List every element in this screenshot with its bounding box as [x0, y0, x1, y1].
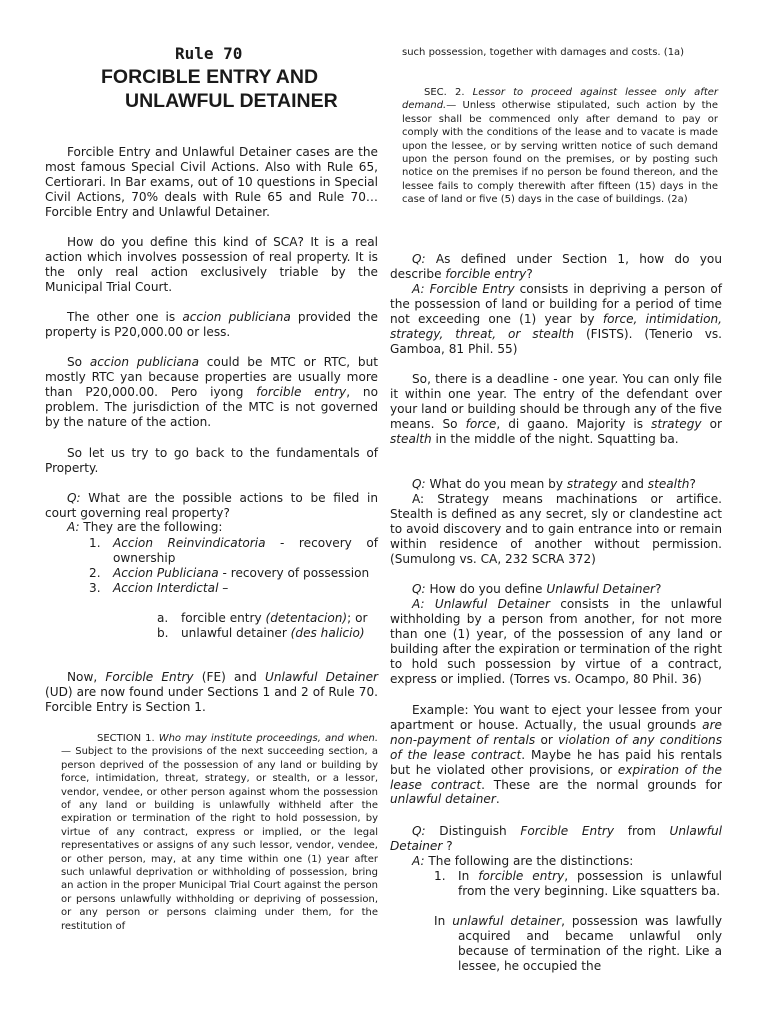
answer-distinguish: A: The following are the distinctions:: [412, 854, 634, 868]
section-1-continued: such possession, together with damages and costs. (1a): [402, 47, 685, 58]
paragraph-fundamentals: So let us try to go back to the fundamentals of Property.: [45, 446, 378, 475]
rule-number: Rule 70: [175, 44, 243, 63]
paragraph-example: Example: You want to eject your lessee from your apartment or house. Actually, the usual grounds are non-payment of rentals or violation of any conditions of the lease contract. Maybe he has paid his rentals but he violated other provisions, or expiration of the lease contract. These are the normal grounds for unlawful detainer.: [390, 703, 723, 807]
paragraph-jurisdiction: So accion publiciana could be MTC or RTC, but mostly RTC yan because properties are usually more than P20,000.00. Pero iyong forcible entry, no problem. The jurisdiction of the MTC is not governed by the nature of the action.: [45, 355, 379, 429]
distinction-item-1: 1. In forcible entry, possession is unlawful from the very beginning. Like squatters ba.: [434, 869, 722, 898]
question-possible-actions: Q: What are the possible actions to be filed in court governing real property?: [45, 491, 378, 520]
list-item: 1. Accion Reinvindicatoria - recovery of ownership: [89, 536, 379, 565]
actions-list: [89, 536, 378, 596]
distinction-item-1-detainer: In unlawful detainer, possession was lawfully acquired and became unlawful only because of termination of the right. Like a lessee, he occupied the: [434, 914, 723, 973]
section-1-text: SECTION 1. Who may institute proceedings, and when.— Subject to the provisions of the next succeeding section, a person deprived of the possession of any land or building by force, intimidation, threat, strategy, or stealth, or a lessor, vendor, vendee, or other person against whom the possession of any land or building is unlawfully withheld after the expiration or termination of the right to hold possession, by virtue of any contract, express or implied, or the legal representatives or assigns of any such lessor, vendor, vendee, or other person, may, at any time within one (1) year after such unlawful deprivation or withholding of possession, bring an action in the proper Municipal Trial Court against the person or persons unlawfully withholding or depriving of possession, or any person or persons claiming under them, for the restitution of: [61, 733, 378, 932]
answer-strategy-stealth: A: Strategy means machinations or artifice. Stealth is defined as any secret, sly or clandestine act to avoid discovery and to gain entrance into or remain within residence of another without permission. (Sumulong vs. CA, 232 SCRA 372): [390, 492, 722, 566]
paragraph-deadline: So, there is a deadline - one year. You can only file it within one year. The entry of the defendant over your land or building should be through any of the five means. So force, di gaano. Majority is strategy or stealth in the middle of the night. Squatting ba.: [390, 372, 722, 446]
paragraph-sections: Now, Forcible Entry (FE) and Unlawful Detainer (UD) are now found under Sections 1 and 2 of Rule 70. Forcible Entry is Section 1.: [45, 670, 378, 714]
paragraph-definition: How do you define this kind of SCA? It is a real action which involves possession of real property. It is the only real action exclusively triable by the Municipal Trial Court.: [45, 235, 378, 294]
page-title-line1: FORCIBLE ENTRY AND: [101, 66, 319, 88]
answer-unlawful-detainer: A: Unlawful Detainer consists in the unlawful withholding by a person from another, for not more than one (1) year, of the possession of any land or building after the expiration or termination of the right to hold such possession by virtue of a contract, express or implied. (Torres vs. Ocampo, 80 Phil. 36): [390, 597, 722, 686]
page-title-line2: UNLAWFUL DETAINER: [125, 90, 338, 112]
question-unlawful-detainer: Q: How do you define Unlawful Detainer?: [412, 582, 662, 596]
question-strategy-stealth: Q: What do you mean by strategy and stealth?: [412, 477, 696, 491]
list-item: 2. Accion Publiciana - recovery of possession: [89, 565, 370, 580]
list-item: a. forcible entry (detentacion); or: [157, 611, 368, 625]
paragraph-intro: Forcible Entry and Unlawful Detainer cases are the most famous Special Civil Actions. Also with Rule 65, Certiorari. In Bar exams, out of 10 questions in Special Civil Actions, 70% deals with Rule 65 and Rule 70…Forcible Entry and Unlawful Detainer.: [45, 145, 378, 219]
answer-following: A: They are the following:: [67, 520, 223, 534]
section-2-text: SEC. 2. Lessor to proceed against lessee only after demand.— Unless otherwise stipulated, such action by the lessor shall be commenced only after demand to pay or comply with the conditions of the lease and to vacate is made upon the lessee, or by serving written notice of such demand upon the person found on the premises, or by posting such notice on the premises if no person be found thereon, and the lessee fails to comply therewith after fifteen (15) days in the case of land or five (5) days in the case of buildings. (2a): [402, 87, 718, 206]
list-item: 3. Accion Interdictal –: [89, 580, 229, 595]
question-distinguish: Q: Distinguish Forcible Entry from Unlawful Detainer ?: [390, 824, 722, 853]
question-forcible-entry: Q: As defined under Section 1, how do you describe forcible entry?: [390, 252, 722, 281]
interdictal-sublist: [157, 611, 378, 641]
answer-forcible-entry: A: Forcible Entry consists in depriving a person of the possession of land or building for a period of time not exceeding one (1) year by force, intimidation, strategy, threat, or stealth (FISTS). (Tenerio vs. Gamboa, 81 Phil. 55): [390, 282, 722, 356]
list-item: b. unlawful detainer (des halicio): [157, 625, 365, 640]
paragraph-accion-publiciana: The other one is accion publiciana provided the property is P20,000.00 or less.: [45, 310, 378, 339]
